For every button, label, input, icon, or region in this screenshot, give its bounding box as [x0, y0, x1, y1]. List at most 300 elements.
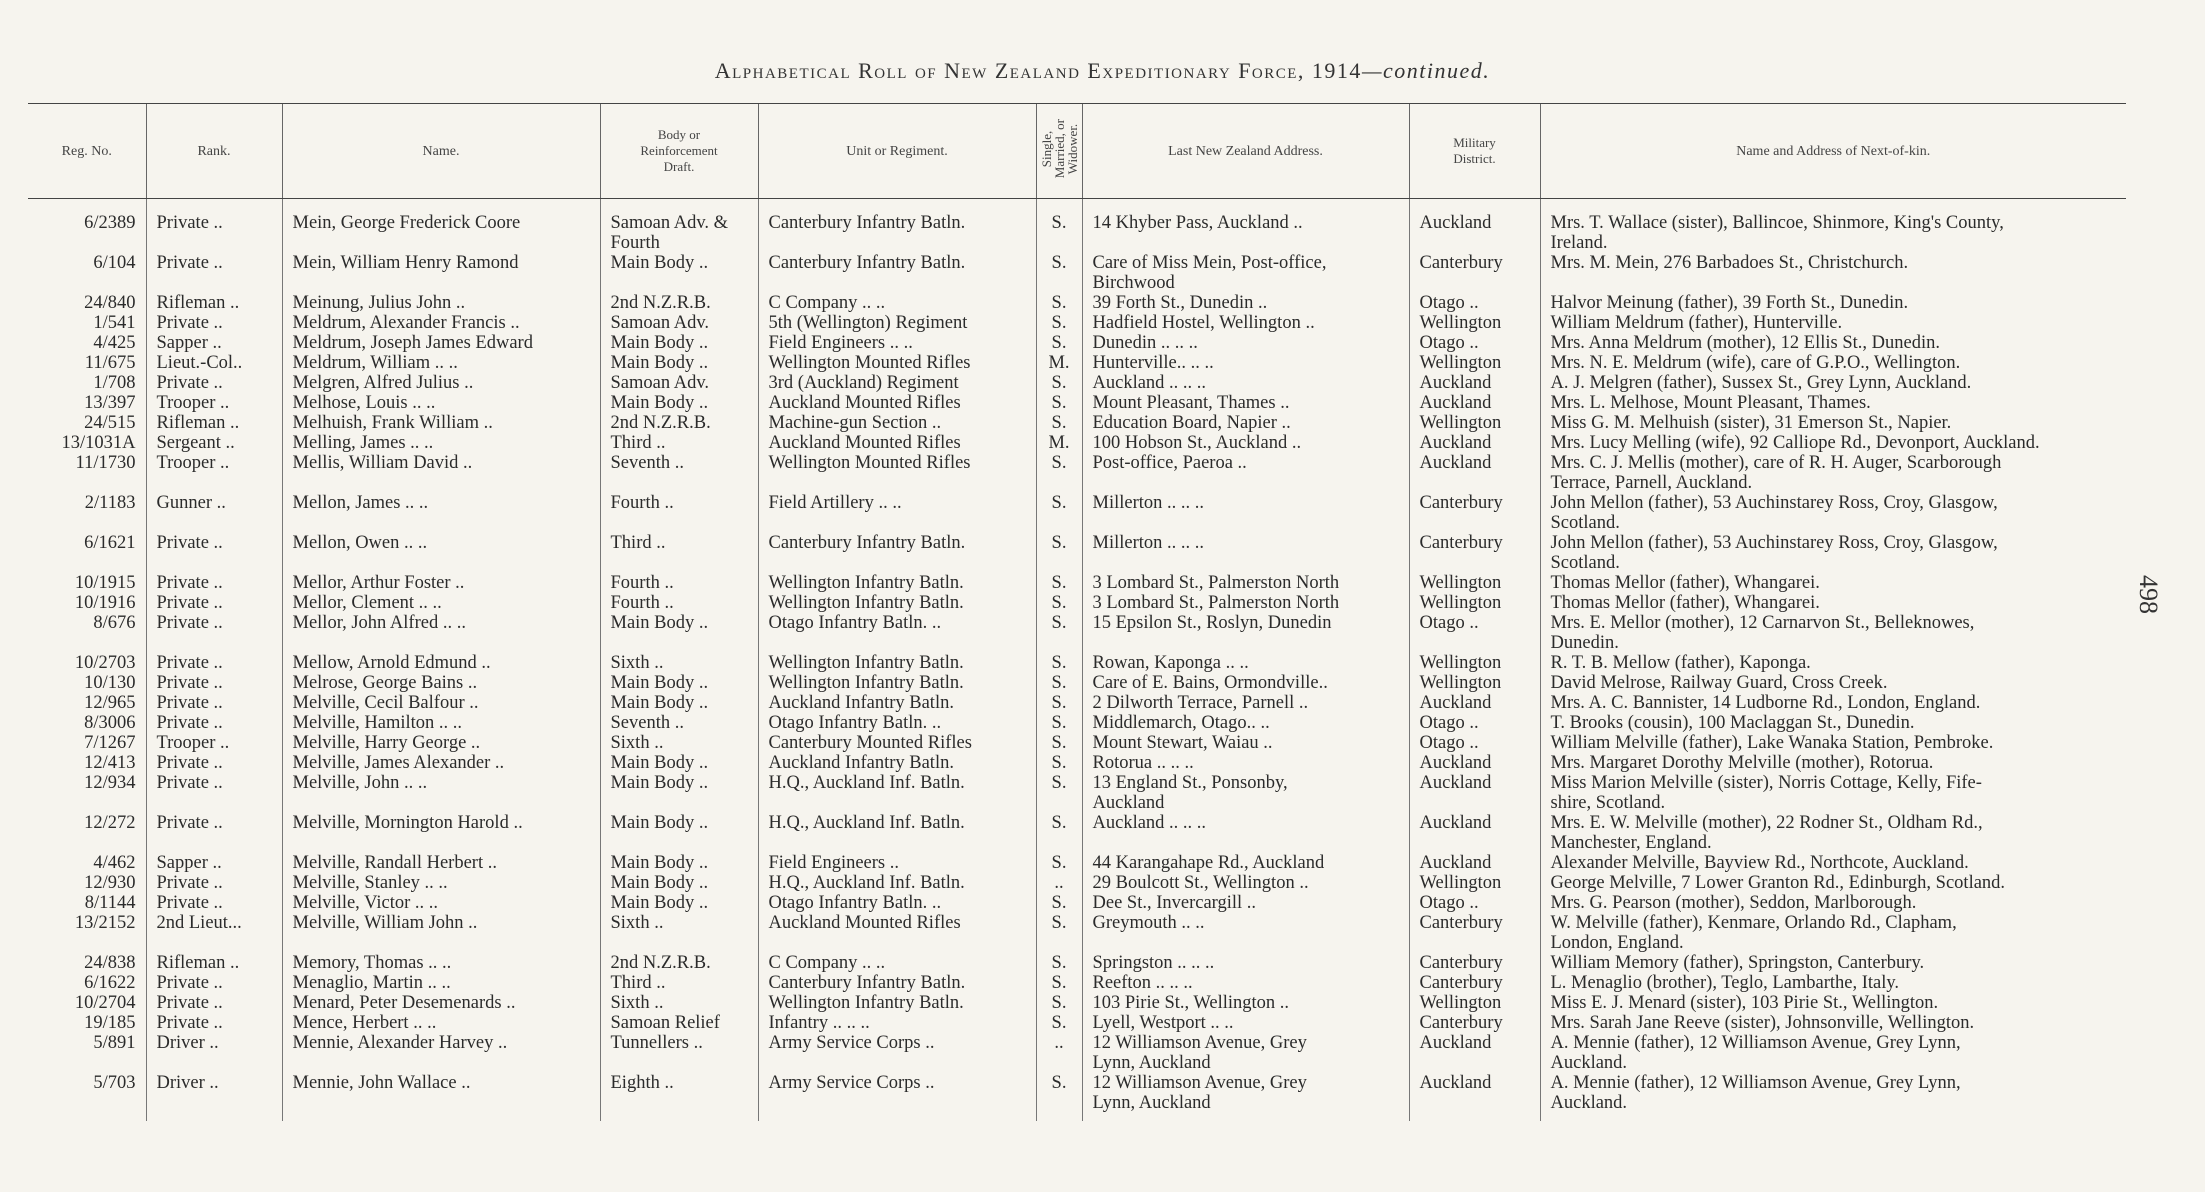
cell-reg-no: 12/413 — [84, 753, 136, 773]
column-header-status-text: Single, Married, or Widower. — [1038, 119, 1080, 179]
cell-district: Wellington — [1409, 653, 1540, 673]
table-row — [28, 873, 2126, 893]
cell-address: 12 Williamson Avenue, Grey Lynn, Auckland — [1082, 1033, 1409, 1073]
cell-status: M. — [1036, 353, 1082, 373]
cell-name: Mellor, John Alfred .. .. — [282, 613, 600, 653]
cell-address: Millerton .. .. .. — [1082, 533, 1409, 573]
cell-reg-no: 10/130 — [84, 673, 136, 693]
cell-kin: A. Mennie (father), 12 Williamson Avenue, Grey Lynn, Auckland. — [1540, 1073, 2126, 1121]
cell-unit: Infantry .. .. .. — [758, 1013, 1036, 1033]
roll-table — [28, 103, 2126, 1121]
cell-unit: Auckland Mounted Rifles — [758, 393, 1036, 413]
cell-name: Melville, Randall Herbert .. — [282, 853, 600, 873]
cell-status: S. — [1036, 573, 1082, 593]
cell-status: S. — [1036, 773, 1082, 813]
cell-district: Auckland — [1409, 373, 1540, 393]
cell-rank: Sapper .. — [146, 333, 282, 353]
cell-unit: Field Artillery .. .. — [758, 493, 1036, 533]
cell-address: Post-office, Paeroa .. — [1082, 453, 1409, 493]
cell-status: S. — [1036, 533, 1082, 573]
cell-body: Samoan Adv. — [600, 313, 758, 333]
cell-status: S. — [1036, 199, 1082, 254]
cell-rank: Private .. — [146, 573, 282, 593]
cell-name: Melrose, George Bains .. — [282, 673, 600, 693]
cell-unit: Auckland Infantry Batln. — [758, 753, 1036, 773]
cell-status: S. — [1036, 693, 1082, 713]
cell-status: S. — [1036, 733, 1082, 753]
cell-status: .. — [1036, 873, 1082, 893]
cell-body: 2nd N.Z.R.B. — [600, 293, 758, 313]
cell-body: Seventh .. — [600, 713, 758, 733]
table-body — [28, 199, 2126, 1122]
cell-body: 2nd N.Z.R.B. — [600, 953, 758, 973]
cell-address: 15 Epsilon St., Roslyn, Dunedin — [1082, 613, 1409, 653]
table-row — [28, 613, 2126, 653]
cell-address: Auckland .. .. .. — [1082, 813, 1409, 853]
cell-district: Wellington — [1409, 993, 1540, 1013]
cell-unit: Canterbury Infantry Batln. — [758, 253, 1036, 293]
cell-unit: Wellington Infantry Batln. — [758, 573, 1036, 593]
cell-body: Main Body .. — [600, 853, 758, 873]
cell-body: Seventh .. — [600, 453, 758, 493]
cell-unit: Field Engineers .. — [758, 853, 1036, 873]
cell-status: S. — [1036, 1073, 1082, 1121]
cell-district: Canterbury — [1409, 1013, 1540, 1033]
cell-reg-no: 8/1144 — [84, 893, 136, 913]
cell-status: S. — [1036, 893, 1082, 913]
cell-kin: T. Brooks (cousin), 100 Maclaggan St., Dunedin. — [1540, 713, 2126, 733]
cell-reg-no: 6/2389 — [84, 213, 136, 233]
cell-status: S. — [1036, 1013, 1082, 1033]
cell-unit: Machine-gun Section .. — [758, 413, 1036, 433]
cell-body: Sixth .. — [600, 653, 758, 673]
cell-rank: Private .. — [146, 773, 282, 813]
cell-name: Melville, Cecil Balfour .. — [282, 693, 600, 713]
cell-rank: Rifleman .. — [146, 413, 282, 433]
cell-reg-no: 1/541 — [93, 313, 136, 333]
cell-name: Melville, Hamilton .. .. — [282, 713, 600, 733]
cell-status: S. — [1036, 973, 1082, 993]
table-row — [28, 453, 2126, 493]
cell-kin: Mrs. M. Mein, 276 Barbadoes St., Christchurch. — [1540, 253, 2126, 293]
cell-unit: Army Service Corps .. — [758, 1073, 1036, 1121]
cell-reg-no: 12/930 — [84, 873, 136, 893]
page-title-text: Alphabetical Roll of New Zealand Expeditionary Force, 1914 — [714, 58, 1362, 83]
cell-unit: H.Q., Auckland Inf. Batln. — [758, 873, 1036, 893]
cell-kin: Mrs. E. W. Melville (mother), 22 Rodner St., Oldham Rd., Manchester, England. — [1540, 813, 2126, 853]
cell-body: Main Body .. — [600, 773, 758, 813]
cell-body: Main Body .. — [600, 353, 758, 373]
column-header-body — [600, 104, 758, 199]
table-row — [28, 713, 2126, 733]
cell-body: Third .. — [600, 973, 758, 993]
cell-address: 29 Boulcott St., Wellington .. — [1082, 873, 1409, 893]
cell-address: Millerton .. .. .. — [1082, 493, 1409, 533]
cell-reg-no: 24/838 — [84, 953, 136, 973]
cell-kin: Mrs. A. C. Bannister, 14 Ludborne Rd., London, England. — [1540, 693, 2126, 713]
cell-address: 2 Dilworth Terrace, Parnell .. — [1082, 693, 1409, 713]
cell-district: Otago .. — [1409, 293, 1540, 313]
cell-district: Otago .. — [1409, 893, 1540, 913]
cell-kin: Miss Marion Melville (sister), Norris Cottage, Kelly, Fife- shire, Scotland. — [1540, 773, 2126, 813]
cell-district: Auckland — [1409, 199, 1540, 254]
cell-district: Otago .. — [1409, 613, 1540, 653]
table-row — [28, 593, 2126, 613]
cell-address: 3 Lombard St., Palmerston North — [1082, 573, 1409, 593]
cell-rank: Driver .. — [146, 1073, 282, 1121]
cell-status: S. — [1036, 393, 1082, 413]
cell-address: Mount Stewart, Waiau .. — [1082, 733, 1409, 753]
cell-district: Canterbury — [1409, 953, 1540, 973]
table-row — [28, 413, 2126, 433]
cell-rank: Private .. — [146, 753, 282, 773]
cell-kin: Mrs. L. Melhose, Mount Pleasant, Thames. — [1540, 393, 2126, 413]
table-row — [28, 913, 2126, 953]
table-row — [28, 1073, 2126, 1121]
cell-reg-no: 6/104 — [93, 253, 136, 273]
cell-district: Auckland — [1409, 453, 1540, 493]
cell-reg-no: 12/272 — [84, 813, 136, 833]
cell-address: Hunterville.. .. .. — [1082, 353, 1409, 373]
cell-kin: Miss E. J. Menard (sister), 103 Pirie St., Wellington. — [1540, 993, 2126, 1013]
cell-address: Middlemarch, Otago.. .. — [1082, 713, 1409, 733]
cell-body: Samoan Adv. & Fourth — [600, 199, 758, 254]
column-header-district — [1409, 104, 1540, 199]
cell-district: Auckland — [1409, 693, 1540, 713]
cell-reg-no: 10/1915 — [74, 573, 136, 593]
cell-kin: Mrs. Margaret Dorothy Melville (mother), Rotorua. — [1540, 753, 2126, 773]
cell-unit: C Company .. .. — [758, 293, 1036, 313]
cell-status: S. — [1036, 913, 1082, 953]
cell-body: Main Body .. — [600, 753, 758, 773]
cell-kin: Mrs. N. E. Meldrum (wife), care of G.P.O., Wellington. — [1540, 353, 2126, 373]
cell-kin: David Melrose, Railway Guard, Cross Creek. — [1540, 673, 2126, 693]
table-row — [28, 893, 2126, 913]
table-row — [28, 293, 2126, 313]
cell-rank: Private .. — [146, 713, 282, 733]
cell-district: Auckland — [1409, 393, 1540, 413]
cell-district: Canterbury — [1409, 913, 1540, 953]
cell-name: Melville, Stanley .. .. — [282, 873, 600, 893]
cell-name: Mennie, Alexander Harvey .. — [282, 1033, 600, 1073]
cell-name: Meldrum, Alexander Francis .. — [282, 313, 600, 333]
cell-rank: Private .. — [146, 653, 282, 673]
cell-body: Main Body .. — [600, 893, 758, 913]
cell-unit: H.Q., Auckland Inf. Batln. — [758, 813, 1036, 853]
table-row — [28, 373, 2126, 393]
cell-unit: Wellington Infantry Batln. — [758, 593, 1036, 613]
cell-district: Auckland — [1409, 853, 1540, 873]
cell-kin: Mrs. Sarah Jane Reeve (sister), Johnsonville, Wellington. — [1540, 1013, 2126, 1033]
cell-name: Melgren, Alfred Julius .. — [282, 373, 600, 393]
cell-body: 2nd N.Z.R.B. — [600, 413, 758, 433]
cell-address: 39 Forth St., Dunedin .. — [1082, 293, 1409, 313]
cell-kin: Thomas Mellor (father), Whangarei. — [1540, 573, 2126, 593]
cell-rank: Private .. — [146, 313, 282, 333]
cell-reg-no: 24/840 — [84, 293, 136, 313]
cell-reg-no: 4/425 — [93, 333, 136, 353]
cell-rank: Private .. — [146, 199, 282, 254]
cell-unit: Canterbury Infantry Batln. — [758, 973, 1036, 993]
cell-status: S. — [1036, 593, 1082, 613]
cell-kin: Mrs. Anna Meldrum (mother), 12 Ellis St., Dunedin. — [1540, 333, 2126, 353]
cell-address: Care of E. Bains, Ormondville.. — [1082, 673, 1409, 693]
cell-status: S. — [1036, 313, 1082, 333]
cell-district: Canterbury — [1409, 253, 1540, 293]
cell-rank: Private .. — [146, 693, 282, 713]
cell-status: S. — [1036, 493, 1082, 533]
cell-status: S. — [1036, 713, 1082, 733]
cell-unit: Wellington Infantry Batln. — [758, 653, 1036, 673]
cell-kin: Miss G. M. Melhuish (sister), 31 Emerson St., Napier. — [1540, 413, 2126, 433]
cell-body: Main Body .. — [600, 613, 758, 653]
cell-kin: Mrs. C. J. Mellis (mother), care of R. H. Auger, Scarborough Terrace, Parnell, Auckland. — [1540, 453, 2126, 493]
cell-kin: John Mellon (father), 53 Auchinstarey Ross, Croy, Glasgow, Scotland. — [1540, 533, 2126, 573]
cell-address: Mount Pleasant, Thames .. — [1082, 393, 1409, 413]
cell-address: Greymouth .. .. — [1082, 913, 1409, 953]
table-row — [28, 253, 2126, 293]
cell-district: Auckland — [1409, 1073, 1540, 1121]
cell-kin: William Melville (father), Lake Wanaka Station, Pembroke. — [1540, 733, 2126, 753]
cell-body: Third .. — [600, 433, 758, 453]
cell-body: Fourth .. — [600, 573, 758, 593]
cell-rank: Private .. — [146, 873, 282, 893]
cell-reg-no: 12/965 — [84, 693, 136, 713]
cell-name: Mellor, Clement .. .. — [282, 593, 600, 613]
cell-status: S. — [1036, 953, 1082, 973]
cell-address: 12 Williamson Avenue, Grey Lynn, Auckland — [1082, 1073, 1409, 1121]
cell-reg-no: 4/462 — [93, 853, 136, 873]
cell-reg-no: 13/1031A — [61, 433, 136, 453]
cell-rank: Trooper .. — [146, 453, 282, 493]
cell-unit: Wellington Infantry Batln. — [758, 673, 1036, 693]
cell-reg-no: 13/2152 — [74, 913, 136, 933]
table-row — [28, 653, 2126, 673]
cell-reg-no: 2/1183 — [84, 493, 136, 513]
cell-name: Melville, James Alexander .. — [282, 753, 600, 773]
table-row — [28, 973, 2126, 993]
cell-unit: C Company .. .. — [758, 953, 1036, 973]
cell-kin: Halvor Meinung (father), 39 Forth St., Dunedin. — [1540, 293, 2126, 313]
cell-reg-no: 6/1621 — [84, 533, 136, 553]
cell-kin: William Memory (father), Springston, Canterbury. — [1540, 953, 2126, 973]
cell-reg-no: 12/934 — [84, 773, 136, 793]
cell-unit: Canterbury Infantry Batln. — [758, 199, 1036, 254]
cell-kin: W. Melville (father), Kenmare, Orlando Rd., Clapham, London, England. — [1540, 913, 2126, 953]
cell-status: S. — [1036, 293, 1082, 313]
cell-body: Main Body .. — [600, 813, 758, 853]
column-header-unit: Unit or Regiment. — [758, 104, 1036, 199]
cell-name: Melhuish, Frank William .. — [282, 413, 600, 433]
cell-district: Wellington — [1409, 593, 1540, 613]
cell-reg-no: 11/1730 — [75, 453, 136, 473]
cell-name: Mein, George Frederick Coore — [282, 199, 600, 254]
column-header-address: Last New Zealand Address. — [1082, 104, 1409, 199]
table-row — [28, 853, 2126, 873]
cell-status: S. — [1036, 993, 1082, 1013]
cell-district: Auckland — [1409, 1033, 1540, 1073]
cell-kin: A. J. Melgren (father), Sussex St., Grey Lynn, Auckland. — [1540, 373, 2126, 393]
cell-status: .. — [1036, 1033, 1082, 1073]
cell-district: Wellington — [1409, 673, 1540, 693]
cell-rank: Lieut.-Col.. — [146, 353, 282, 373]
cell-reg-no: 6/1622 — [84, 973, 136, 993]
table-row — [28, 199, 2126, 254]
cell-rank: Sergeant .. — [146, 433, 282, 453]
cell-body: Eighth .. — [600, 1073, 758, 1121]
cell-rank: Private .. — [146, 893, 282, 913]
cell-kin: L. Menaglio (brother), Teglo, Lambarthe, Italy. — [1540, 973, 2126, 993]
cell-name: Mellon, James .. .. — [282, 493, 600, 533]
cell-reg-no: 11/675 — [84, 353, 136, 373]
cell-reg-no: 5/703 — [93, 1073, 136, 1093]
cell-name: Melville, Mornington Harold .. — [282, 813, 600, 853]
cell-unit: Canterbury Mounted Rifles — [758, 733, 1036, 753]
cell-status: S. — [1036, 753, 1082, 773]
cell-address: 14 Khyber Pass, Auckland .. — [1082, 199, 1409, 254]
cell-reg-no: 13/397 — [84, 393, 136, 413]
cell-body: Main Body .. — [600, 253, 758, 293]
cell-unit: Canterbury Infantry Batln. — [758, 533, 1036, 573]
cell-body: Fourth .. — [600, 593, 758, 613]
cell-reg-no: 7/1267 — [84, 733, 136, 753]
cell-body: Main Body .. — [600, 673, 758, 693]
cell-rank: Private .. — [146, 613, 282, 653]
cell-kin: A. Mennie (father), 12 Williamson Avenue, Grey Lynn, Auckland. — [1540, 1033, 2126, 1073]
cell-rank: Trooper .. — [146, 393, 282, 413]
column-header-status — [1036, 104, 1082, 199]
cell-reg-no: 19/185 — [84, 1013, 136, 1033]
cell-name: Mein, William Henry Ramond — [282, 253, 600, 293]
cell-address: Education Board, Napier .. — [1082, 413, 1409, 433]
cell-rank: Private .. — [146, 533, 282, 573]
cell-status: S. — [1036, 853, 1082, 873]
cell-rank: Rifleman .. — [146, 293, 282, 313]
cell-status: S. — [1036, 413, 1082, 433]
cell-unit: Wellington Mounted Rifles — [758, 453, 1036, 493]
cell-address: Reefton .. .. .. — [1082, 973, 1409, 993]
cell-body: Sixth .. — [600, 993, 758, 1013]
table-row — [28, 693, 2126, 713]
cell-district: Auckland — [1409, 813, 1540, 853]
table-row — [28, 773, 2126, 813]
cell-rank: Private .. — [146, 813, 282, 853]
cell-name: Mellow, Arnold Edmund .. — [282, 653, 600, 673]
cell-district: Wellington — [1409, 573, 1540, 593]
cell-rank: Private .. — [146, 593, 282, 613]
cell-district: Canterbury — [1409, 493, 1540, 533]
cell-unit: Auckland Infantry Batln. — [758, 693, 1036, 713]
cell-unit: Auckland Mounted Rifles — [758, 433, 1036, 453]
cell-address: Rowan, Kaponga .. .. — [1082, 653, 1409, 673]
cell-rank: Private .. — [146, 673, 282, 693]
cell-district: Canterbury — [1409, 973, 1540, 993]
cell-unit: Wellington Mounted Rifles — [758, 353, 1036, 373]
cell-status: M. — [1036, 433, 1082, 453]
cell-district: Wellington — [1409, 873, 1540, 893]
table-row — [28, 433, 2126, 453]
cell-body: Sixth .. — [600, 913, 758, 953]
cell-kin: George Melville, 7 Lower Granton Rd., Edinburgh, Scotland. — [1540, 873, 2126, 893]
cell-district: Otago .. — [1409, 333, 1540, 353]
cell-rank: Trooper .. — [146, 733, 282, 753]
cell-status: S. — [1036, 333, 1082, 353]
cell-unit: Wellington Infantry Batln. — [758, 993, 1036, 1013]
cell-body: Main Body .. — [600, 333, 758, 353]
table-row — [28, 533, 2126, 573]
cell-district: Auckland — [1409, 773, 1540, 813]
cell-reg-no: 5/891 — [93, 1033, 136, 1053]
cell-status: S. — [1036, 673, 1082, 693]
cell-name: Melville, Harry George .. — [282, 733, 600, 753]
cell-reg-no: 10/2704 — [74, 993, 136, 1013]
cell-district: Canterbury — [1409, 533, 1540, 573]
cell-body: Main Body .. — [600, 873, 758, 893]
cell-rank: Private .. — [146, 1013, 282, 1033]
cell-name: Meldrum, William .. .. — [282, 353, 600, 373]
cell-rank: Gunner .. — [146, 493, 282, 533]
cell-kin: Alexander Melville, Bayview Rd., Northcote, Auckland. — [1540, 853, 2126, 873]
cell-name: Mence, Herbert .. .. — [282, 1013, 600, 1033]
cell-status: S. — [1036, 253, 1082, 293]
cell-address: Lyell, Westport .. .. — [1082, 1013, 1409, 1033]
cell-kin: Mrs. E. Mellor (mother), 12 Carnarvon St., Belleknowes, Dunedin. — [1540, 613, 2126, 653]
cell-body: Main Body .. — [600, 393, 758, 413]
cell-body: Samoan Adv. — [600, 373, 758, 393]
cell-name: Meldrum, Joseph James Edward — [282, 333, 600, 353]
cell-address: 13 England St., Ponsonby, Auckland — [1082, 773, 1409, 813]
cell-status: S. — [1036, 613, 1082, 653]
cell-address: Auckland .. .. .. — [1082, 373, 1409, 393]
cell-name: Melville, John .. .. — [282, 773, 600, 813]
cell-unit: Army Service Corps .. — [758, 1033, 1036, 1073]
table-row — [28, 813, 2126, 853]
cell-name: Mennie, John Wallace .. — [282, 1073, 600, 1121]
cell-address: 100 Hobson St., Auckland .. — [1082, 433, 1409, 453]
page-number: 498 — [2134, 575, 2163, 614]
cell-unit: Auckland Mounted Rifles — [758, 913, 1036, 953]
column-header-district-text: Military District. — [1453, 135, 1496, 166]
table-header-row — [28, 104, 2126, 199]
cell-rank: Private .. — [146, 373, 282, 393]
cell-rank: Sapper .. — [146, 853, 282, 873]
cell-unit: Otago Infantry Batln. .. — [758, 713, 1036, 733]
cell-kin: R. T. B. Mellow (father), Kaponga. — [1540, 653, 2126, 673]
cell-body: Main Body .. — [600, 693, 758, 713]
cell-kin: William Meldrum (father), Hunterville. — [1540, 313, 2126, 333]
table-row — [28, 353, 2126, 373]
cell-kin: Mrs. G. Pearson (mother), Seddon, Marlborough. — [1540, 893, 2126, 913]
cell-address: Dee St., Invercargill .. — [1082, 893, 1409, 913]
cell-rank: Private .. — [146, 993, 282, 1013]
table-row — [28, 493, 2126, 533]
cell-reg-no: 1/708 — [93, 373, 136, 393]
column-header-body-text: Body or Reinforcement Draft. — [640, 127, 718, 174]
cell-kin: Thomas Mellor (father), Whangarei. — [1540, 593, 2126, 613]
cell-name: Mellor, Arthur Foster .. — [282, 573, 600, 593]
cell-district: Wellington — [1409, 313, 1540, 333]
cell-address: 3 Lombard St., Palmerston North — [1082, 593, 1409, 613]
cell-status: S. — [1036, 453, 1082, 493]
cell-name: Melville, William John .. — [282, 913, 600, 953]
cell-name: Melville, Victor .. .. — [282, 893, 600, 913]
cell-kin: Mrs. Lucy Melling (wife), 92 Calliope Rd., Devonport, Auckland. — [1540, 433, 2126, 453]
cell-reg-no: 8/3006 — [84, 713, 136, 733]
column-header-kin: Name and Address of Next-of-kin. — [1540, 104, 2126, 199]
cell-name: Melling, James .. .. — [282, 433, 600, 453]
cell-reg-no: 10/2703 — [74, 653, 136, 673]
cell-status: S. — [1036, 653, 1082, 673]
